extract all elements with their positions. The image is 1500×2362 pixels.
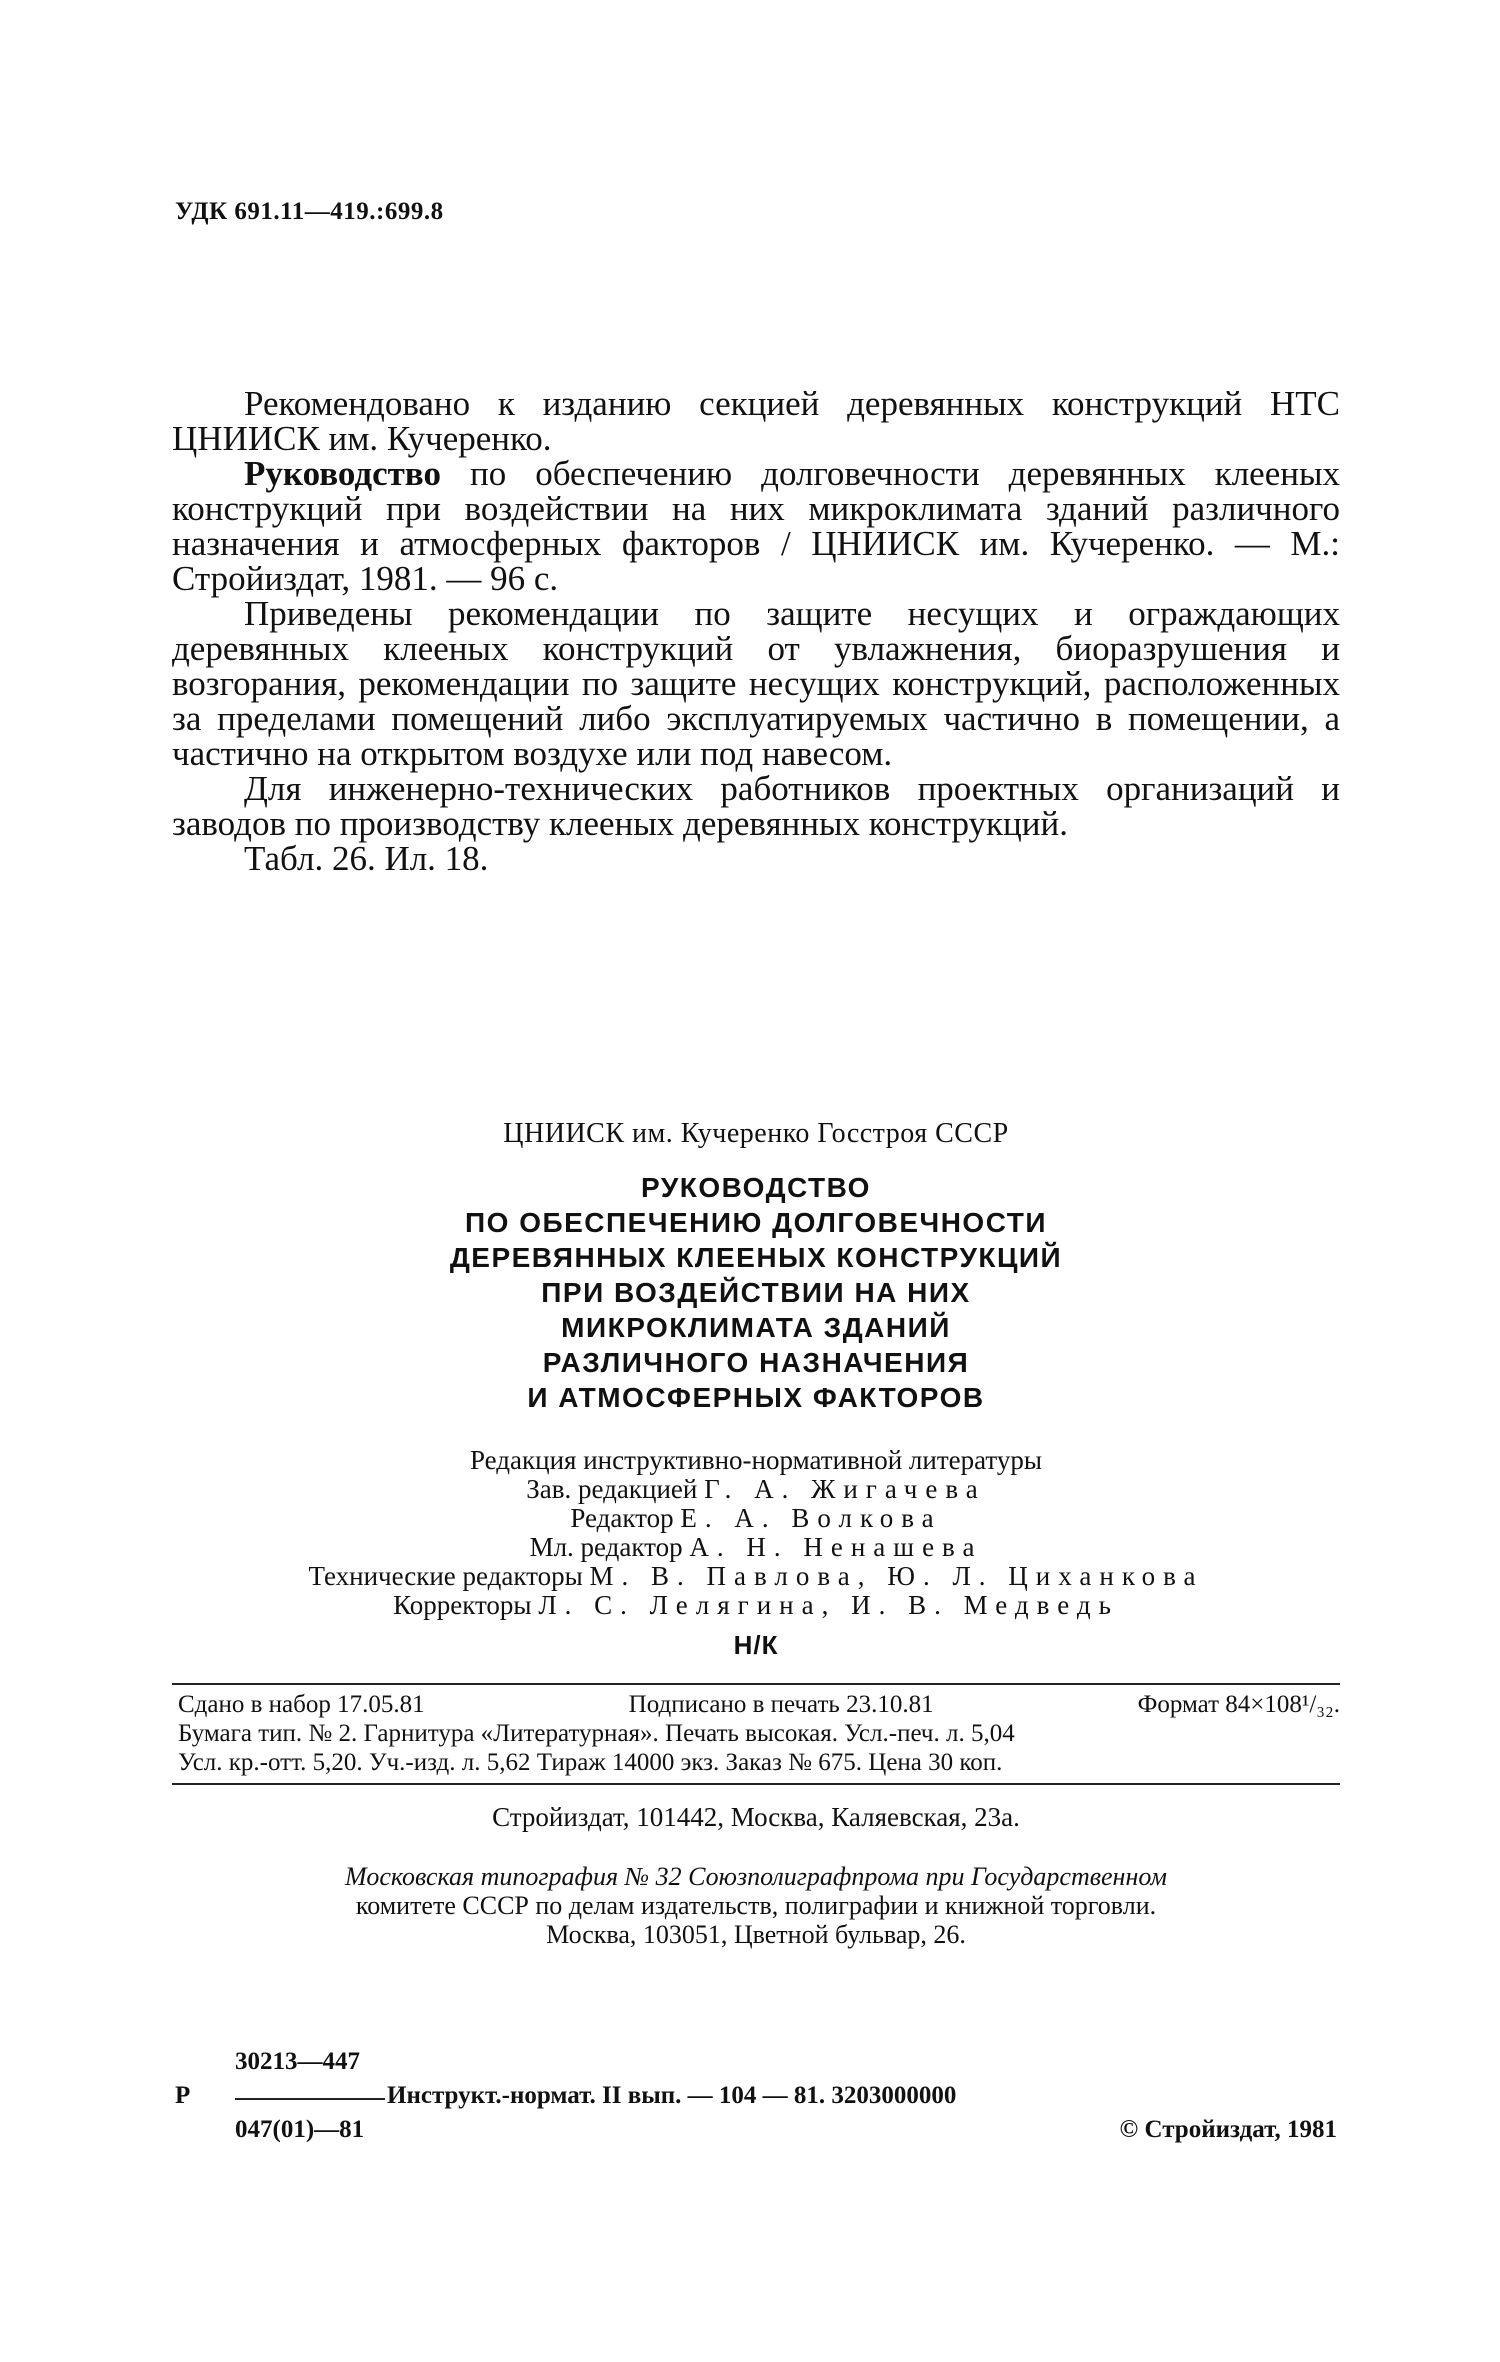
citation-title-word: Руководство — [244, 454, 441, 493]
head-name: Г. А. Жигачева — [704, 1474, 986, 1504]
catalog-series: Инструкт.-нормат. II вып. — 104 — 81. 3203000000 — [387, 2082, 957, 2109]
imprint-line-2 — [178, 1719, 1340, 1748]
signed-date: Подписано в печать 23.10.81 — [628, 1691, 934, 1718]
technical-editors-label: Технические редакторы — [308, 1561, 590, 1591]
head-of-editorial — [172, 1475, 1340, 1504]
typeset-date: Сдано в набор 17.05.81 — [178, 1691, 425, 1718]
proofreaders — [172, 1591, 1340, 1620]
fraction-line — [235, 2098, 385, 2100]
audience-text: Для инженерно-технических работников проектных организаций и заводов по производству клееных деревянных конструкций. — [172, 769, 1340, 843]
citation-text: по обеспечению долговечности деревянных клееных конструкций при воздействии на них микроклимата зданий различного назначения и атмосферных факторов / ЦНИИСК им. Кучеренко. — М.: Стройиздат, 1981. — 96 с. — [172, 454, 1340, 598]
imprint-line-1 — [178, 1690, 1340, 1719]
bibliographic-citation — [172, 456, 1340, 596]
book-title — [172, 1170, 1340, 1415]
imprint-bottom-rule — [172, 1783, 1340, 1785]
printer-address: Москва, 103051, Цветной бульвар, 26. — [546, 1920, 966, 1949]
udc-code: УДК 691.11—419.:699.8 — [175, 198, 444, 225]
technical-editors-names: М. В. Павлова, Ю. Л. Циханкова — [589, 1561, 1204, 1591]
editor-label: Редактор — [570, 1503, 681, 1533]
title-line: ПРИ ВОЗДЕЙСТВИИ НА НИХ — [541, 1277, 971, 1308]
imprint-top-rule — [172, 1683, 1340, 1685]
editor-name: Е. А. Волкова — [680, 1503, 942, 1533]
technical-editors — [172, 1562, 1340, 1591]
title-line: РАЗЛИЧНОГО НАЗНАЧЕНИЯ — [542, 1347, 970, 1378]
title-line: РУКОВОДСТВО — [641, 1172, 871, 1203]
imprint-block — [178, 1690, 1340, 1777]
junior-editor-name: А. Н. Ненашева — [689, 1532, 983, 1562]
printer-line-2: комитете СССР по делам издательств, полиграфии и книжной торговли. — [355, 1891, 1157, 1920]
editor — [172, 1504, 1340, 1533]
nk-mark: Н/К — [733, 1630, 779, 1660]
copyright: © Стройиздат, 1981 — [1119, 2116, 1337, 2143]
catalog-letter: Р — [175, 2082, 191, 2109]
proofreaders-names: Л. С. Лелягина, И. В. Медведь — [538, 1590, 1119, 1620]
printer-name: Московская типография № 32 Союзполиграфпрома при Государственном — [345, 1862, 1167, 1891]
tables-figures-count: Табл. 26. Ил. 18. — [244, 839, 489, 878]
title-line: ДЕРЕВЯННЫХ КЛЕЕНЫХ КОНСТРУКЦИЙ — [449, 1242, 1063, 1273]
imprint-line-3 — [178, 1748, 1340, 1777]
title-line: ПО ОБЕСПЕЧЕНИЮ ДОЛГОВЕЧНОСТИ — [465, 1207, 1047, 1238]
head-label: Зав. редакцией — [526, 1474, 705, 1504]
title-line: И АТМОСФЕРНЫХ ФАКТОРОВ — [527, 1382, 985, 1413]
publisher-address: Стройиздат, 101442, Москва, Каляевская, 23а. — [492, 1802, 1020, 1832]
paper-format: Формат 84×108¹/₃₂. — [1137, 1691, 1340, 1718]
editorial-office: Редакция инструктивно-нормативной литературы — [470, 1445, 1042, 1475]
junior-editor-label: Мл. редактор — [529, 1532, 690, 1562]
paper-and-print: Бумага тип. № 2. Гарнитура «Литературная». Печать высокая. Усл.-печ. л. 5,04 — [178, 1720, 1015, 1747]
catalog-code-top: 30213—447 — [235, 2048, 360, 2075]
junior-editor — [172, 1533, 1340, 1562]
annotation-block — [172, 386, 1340, 876]
title-line: МИКРОКЛИМАТА ЗДАНИЙ — [561, 1312, 951, 1343]
organization-name: ЦНИИСК им. Кучеренко Госстроя СССР — [503, 1118, 1009, 1149]
printer-block — [172, 1862, 1340, 1949]
recommendation-text: Рекомендовано к изданию секцией деревянных конструкций НТС ЦНИИСК им. Кучеренко. — [172, 384, 1340, 458]
print-run-and-price: Усл. кр.-отт. 5,20. Уч.-изд. л. 5,62 Тираж 14000 экз. Заказ № 675. Цена 30 коп. — [178, 1749, 1003, 1776]
summary-text: Приведены рекомендации по защите несущих и ограждающих деревянных клееных конструкций от увлажнения, биоразрушения и возгорания, рекомендации по защите несущих конструкций, расположенных за пределами помещений либо эксплуатируемых частично в помещении, а частично на открытом воздухе или под навесом. — [172, 594, 1340, 773]
catalog-code-bottom: 047(01)—81 — [235, 2116, 365, 2143]
proofreaders-label: Корректоры — [393, 1590, 539, 1620]
credits-block — [172, 1446, 1340, 1620]
